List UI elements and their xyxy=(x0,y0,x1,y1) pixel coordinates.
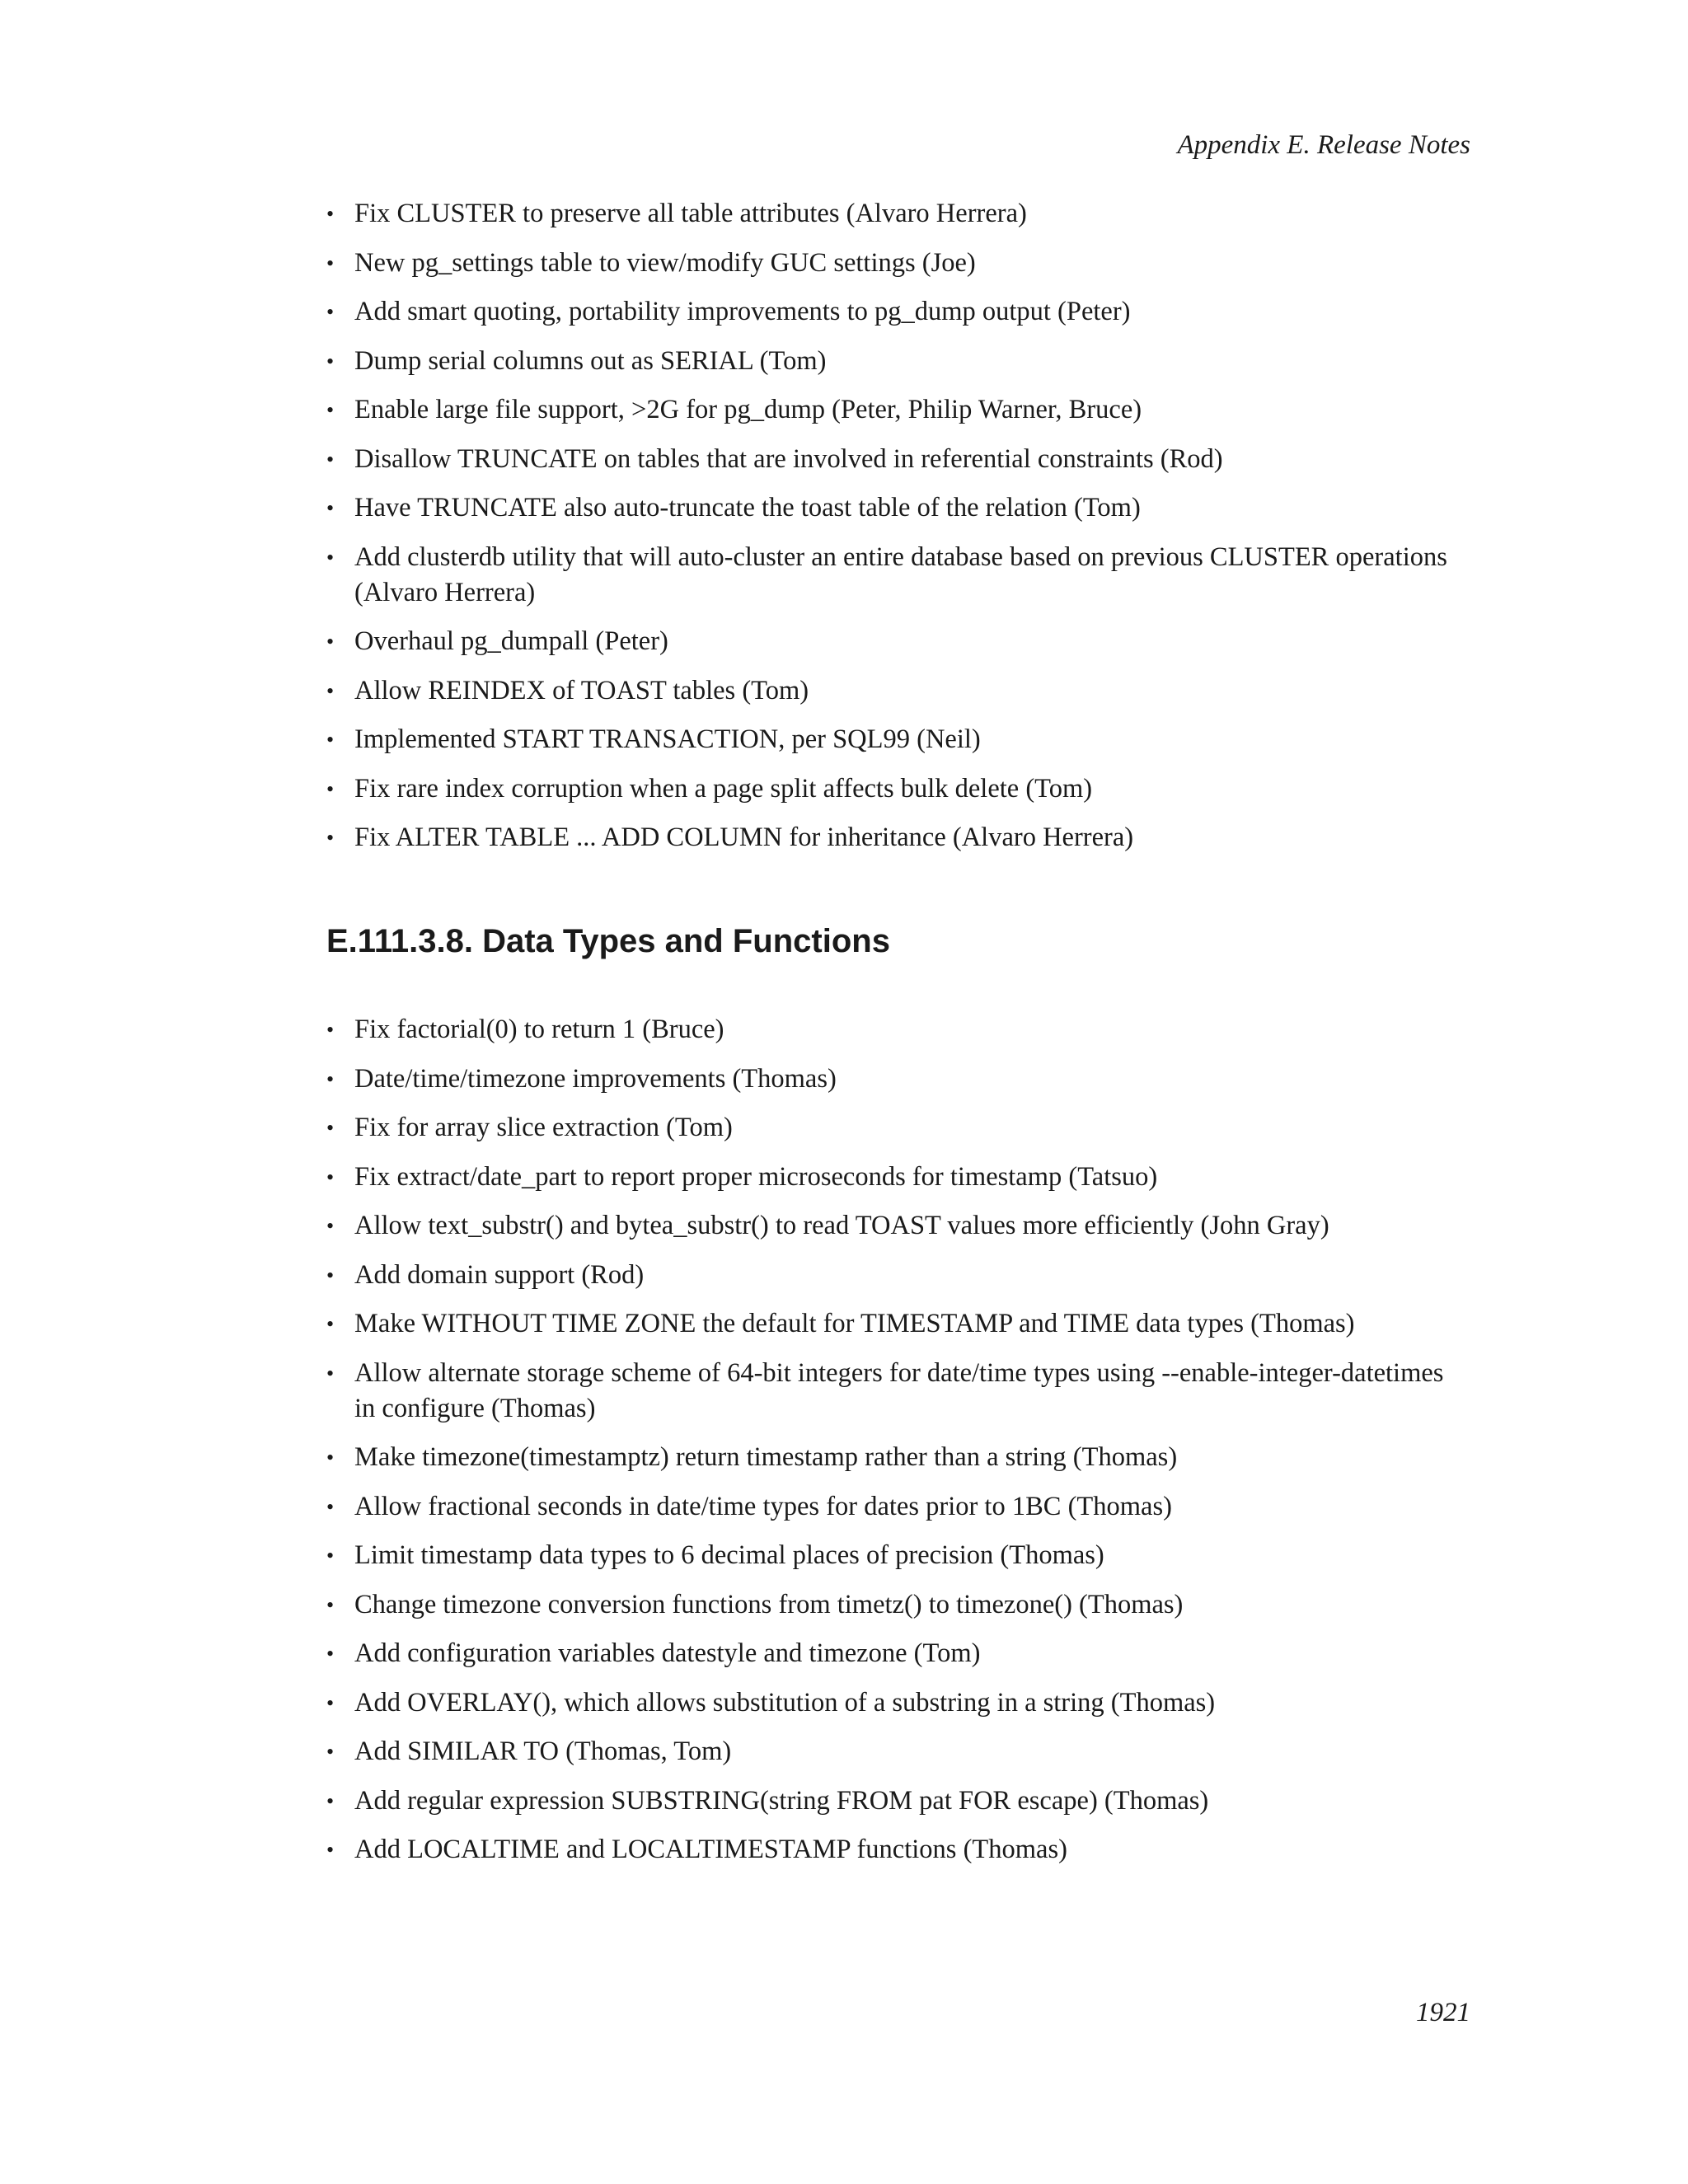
release-notes-list-2 xyxy=(326,1012,1470,1882)
list-item: • Add smart quoting, portability improvements to pg_dump output (Peter) xyxy=(326,294,1470,330)
list-item: • Fix extract/date_part to report proper microseconds for timestamp (Tatsuo) xyxy=(326,1160,1470,1195)
list-item: • Make WITHOUT TIME ZONE the default for TIMESTAMP and TIME data types (Thomas) xyxy=(326,1306,1470,1342)
list-item: • Add regular expression SUBSTRING(string FROM pat FOR escape) (Thomas) xyxy=(326,1783,1470,1819)
list-item: • Disallow TRUNCATE on tables that are involved in referential constraints (Rod) xyxy=(326,442,1470,477)
list-item: • Add configuration variables datestyle and timezone (Tom) xyxy=(326,1636,1470,1671)
page-number: 1921 xyxy=(1416,1998,1470,2027)
list-item: • Make timezone(timestamptz) return timestamp rather than a string (Thomas) xyxy=(326,1440,1470,1475)
running-header: Appendix E. Release Notes xyxy=(1177,130,1470,160)
list-item: • Add domain support (Rod) xyxy=(326,1258,1470,1293)
list-item: • Implemented START TRANSACTION, per SQL99 (Neil) xyxy=(326,722,1470,757)
list-item: • Dump serial columns out as SERIAL (Tom) xyxy=(326,344,1470,379)
list-item: • Fix rare index corruption when a page split affects bulk delete (Tom) xyxy=(326,771,1470,807)
list-item: • Overhaul pg_dumpall (Peter) xyxy=(326,624,1470,659)
list-item: • Change timezone conversion functions from timetz() to timezone() (Thomas) xyxy=(326,1587,1470,1623)
list-item: • Allow alternate storage scheme of 64-bit integers for date/time types using --enable-integer-datetimes in configure (Thomas) xyxy=(326,1356,1470,1427)
list-item: • Allow REINDEX of TOAST tables (Tom) xyxy=(326,673,1470,709)
release-notes-list-1 xyxy=(326,196,1470,869)
list-item: • Date/time/timezone improvements (Thomas) xyxy=(326,1062,1470,1097)
list-item: • Allow text_substr() and bytea_substr() to read TOAST values more efficiently (John Gray) xyxy=(326,1208,1470,1244)
list-item: • Add LOCALTIME and LOCALTIMESTAMP functions (Thomas) xyxy=(326,1832,1470,1868)
list-item: • Fix CLUSTER to preserve all table attributes (Alvaro Herrera) xyxy=(326,196,1470,232)
list-item: • Enable large file support, >2G for pg_dump (Peter, Philip Warner, Bruce) xyxy=(326,392,1470,428)
list-item: • Fix ALTER TABLE ... ADD COLUMN for inheritance (Alvaro Herrera) xyxy=(326,820,1470,855)
list-item: • Add OVERLAY(), which allows substitution of a substring in a string (Thomas) xyxy=(326,1685,1470,1721)
list-item: • Add SIMILAR TO (Thomas, Tom) xyxy=(326,1734,1470,1769)
list-item: • Allow fractional seconds in date/time types for dates prior to 1BC (Thomas) xyxy=(326,1489,1470,1525)
list-item: • Fix for array slice extraction (Tom) xyxy=(326,1110,1470,1146)
list-item: • Limit timestamp data types to 6 decimal places of precision (Thomas) xyxy=(326,1538,1470,1573)
list-item: • New pg_settings table to view/modify GUC settings (Joe) xyxy=(326,246,1470,281)
list-item: • Have TRUNCATE also auto-truncate the toast table of the relation (Tom) xyxy=(326,490,1470,526)
list-item: • Fix factorial(0) to return 1 (Bruce) xyxy=(326,1012,1470,1047)
list-item: • Add clusterdb utility that will auto-cluster an entire database based on previous CLUSTER operations (Alvaro Herrera) xyxy=(326,540,1470,611)
section-heading: E.111.3.8. Data Types and Functions xyxy=(326,923,890,959)
